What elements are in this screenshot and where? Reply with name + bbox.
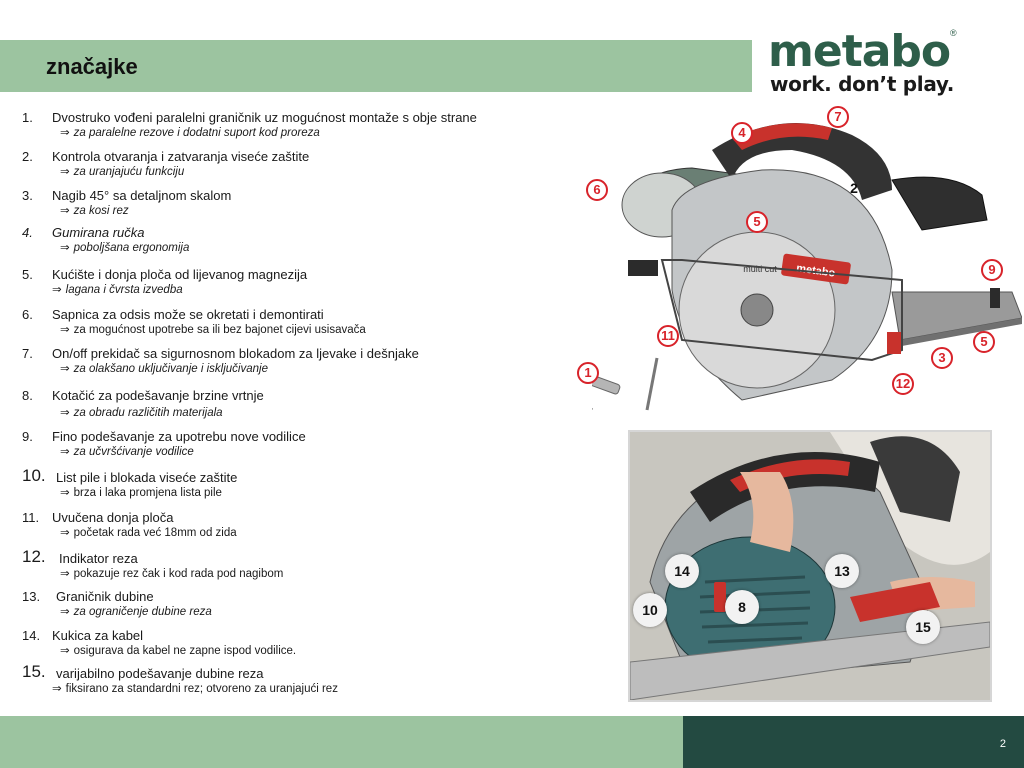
feature-benefit: za kosi rez [73, 205, 129, 217]
feature-text: Sapnica za odsis može se okretati i demontirati [52, 307, 324, 322]
feature-benefit: za ograničenje dubine reza [73, 606, 212, 618]
feature-text: Fino podešavanje za upotrebu nove vodilice [52, 429, 306, 444]
feature-number: 11. [22, 510, 40, 525]
logo-slogan: work. don’t play. [770, 72, 955, 96]
feature-benefit: za učvršćivanje vodilice [73, 446, 194, 458]
callout-1: 1 [577, 362, 599, 384]
feature-number: 1. [22, 110, 33, 125]
feature-text: Graničnik dubine [56, 589, 154, 604]
feature-benefit: početak rada već 18mm od zida [73, 527, 237, 539]
callout-14: 14 [665, 554, 699, 588]
feature-text: Kućište i donja ploča od lijevanog magnezija [52, 267, 308, 282]
feature-text: Kontrola otvaranja i zatvaranja viseće zaštite [52, 149, 310, 164]
arrow-icon: ⇒ [60, 407, 70, 419]
feature-item-14 [22, 628, 542, 659]
feature-item-2 [22, 149, 542, 180]
feature-item-6 [22, 307, 542, 338]
feature-text: Gumirana ručka [52, 225, 145, 240]
feature-number: 9. [22, 429, 33, 444]
arrow-icon: ⇒ [60, 324, 70, 336]
arrow-icon: ⇒ [60, 363, 70, 375]
feature-item-10 [22, 468, 542, 501]
arrow-icon: ⇒ [60, 487, 70, 499]
feature-item-4 [22, 225, 542, 256]
feature-text: Uvučena donja ploča [52, 510, 174, 525]
feature-item-5 [22, 267, 542, 298]
callout-6: 6 [586, 179, 608, 201]
circular-saw-image [592, 110, 1022, 428]
feature-number: 14. [22, 628, 41, 643]
feature-number: 12. [22, 547, 46, 566]
feature-benefit: fiksirano za standardni rez; otvoreno za uranjajući rez [65, 683, 338, 695]
arrow-icon: ⇒ [60, 645, 70, 657]
feature-number: 8. [22, 388, 33, 403]
metabo-logo [768, 28, 968, 98]
feature-benefit: lagana i čvrsta izvedba [65, 284, 183, 296]
feature-benefit: za olakšano uključivanje i isključivanje [73, 363, 268, 375]
feature-item-9 [22, 429, 542, 460]
blade-label: multi cut [743, 264, 777, 274]
callout-10: 10 [633, 593, 667, 627]
footer-band-right [683, 716, 1024, 768]
arrow-icon: ⇒ [60, 568, 70, 580]
arrow-icon: ⇒ [60, 127, 70, 139]
feature-benefit: osigurava da kabel ne zapne ispod vodilice. [73, 645, 297, 657]
feature-benefit: za mogućnost upotrebe sa ili bez bajonet cijevi usisavača [73, 324, 366, 336]
callout-5-top: 5 [746, 211, 768, 233]
logo-word: metabo [768, 26, 951, 77]
callout-5-right: 5 [973, 331, 995, 353]
callout-15: 15 [906, 610, 940, 644]
callout-9: 9 [981, 259, 1003, 281]
title-bar [0, 40, 752, 92]
feature-text: On/off prekidač sa sigurnosnom blokadom za ljevake i dešnjake [52, 346, 419, 361]
feature-benefit: za obradu različitih materijala [73, 407, 223, 419]
callout-2: 2 [850, 180, 858, 196]
feature-number: 15. [22, 662, 46, 681]
feature-number: 7. [22, 346, 33, 361]
feature-benefit: pokazuje rez čak i kod rada pod nagibom [73, 568, 284, 580]
arrow-icon: ⇒ [60, 205, 70, 217]
feature-benefit: za uranjajuću funkciju [73, 166, 185, 178]
callout-13: 13 [825, 554, 859, 588]
arrow-icon: ⇒ [60, 606, 70, 618]
saw-brand-label: metabo [795, 262, 836, 280]
feature-text: varijabilno podešavanje dubine reza [56, 666, 264, 681]
feature-item-15 [22, 664, 542, 697]
callout-7: 7 [827, 106, 849, 128]
page-title: značajke [46, 54, 138, 79]
feature-text: Indikator reza [59, 551, 138, 566]
feature-item-8 [22, 388, 542, 421]
feature-benefit: za paralelne rezove i dodatni suport kod proreza [73, 127, 320, 139]
page-number: 2 [999, 738, 1006, 750]
callout-12: 12 [892, 373, 914, 395]
feature-text: Kotačić za podešavanje brzine vrtnje [52, 388, 264, 403]
feature-item-1 [22, 110, 542, 141]
feature-number: 5. [22, 267, 33, 282]
footer-band-left [0, 716, 683, 768]
feature-number: 2. [22, 149, 33, 164]
feature-text: List pile i blokada viseće zaštite [56, 470, 238, 485]
feature-item-11 [22, 510, 542, 541]
feature-number: 4. [22, 225, 33, 240]
feature-number: 13. [22, 589, 41, 604]
arrow-icon: ⇒ [52, 683, 62, 695]
feature-text: Dvostruko vođeni paralelni graničnik uz mogućnost montaže s obje strane [52, 110, 477, 125]
feature-text: Nagib 45° sa detaljnom skalom [52, 188, 232, 203]
arrow-icon: ⇒ [60, 446, 70, 458]
callout-4: 4 [731, 122, 753, 144]
feature-number: 10. [22, 466, 46, 485]
feature-item-12 [22, 549, 542, 582]
feature-benefit: brza i laka promjena lista pile [73, 487, 222, 499]
arrow-icon: ⇒ [60, 166, 70, 178]
arrow-icon: ⇒ [52, 284, 62, 296]
callout-11: 11 [657, 325, 679, 347]
feature-text: Kukica za kabel [52, 628, 144, 643]
logo-registered-mark: ® [950, 28, 957, 38]
arrow-icon: ⇒ [60, 242, 70, 254]
feature-item-3 [22, 188, 542, 219]
feature-number: 3. [22, 188, 33, 203]
callout-8: 8 [725, 590, 759, 624]
feature-item-7 [22, 346, 542, 377]
feature-item-13 [22, 589, 542, 620]
arrow-icon: ⇒ [60, 527, 70, 539]
feature-benefit: poboljšana ergonomija [73, 242, 190, 254]
feature-number: 6. [22, 307, 33, 322]
callout-3: 3 [931, 347, 953, 369]
